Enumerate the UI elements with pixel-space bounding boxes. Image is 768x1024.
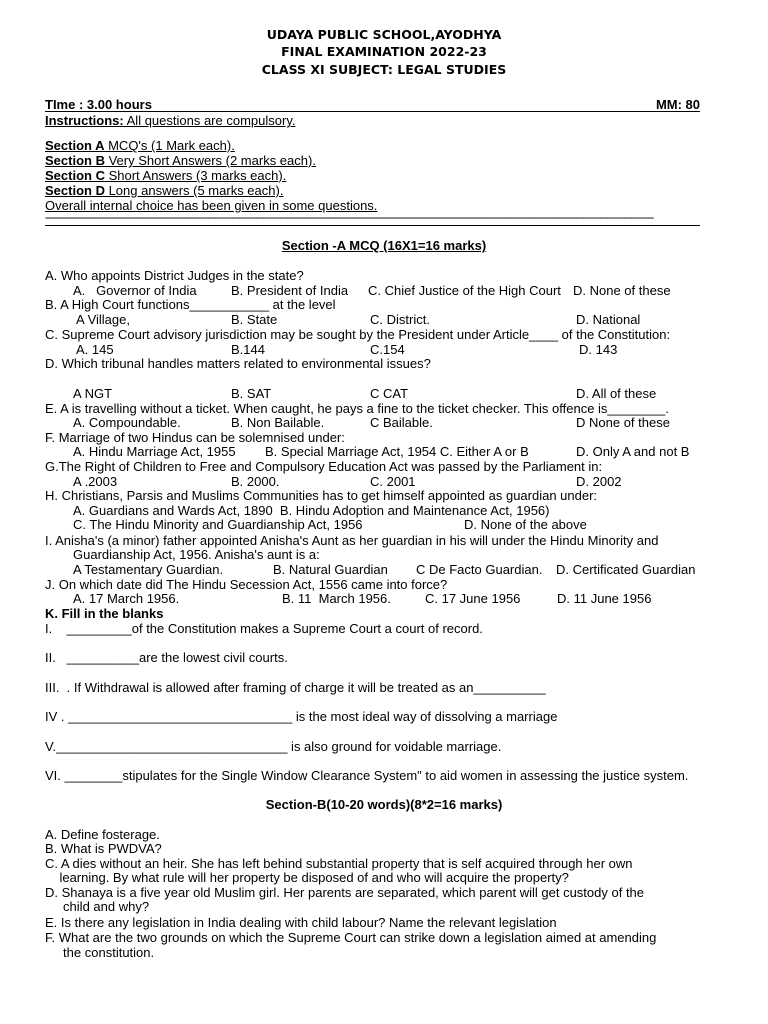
fill-blank-4: IV . _______________________________ is the most ideal way of dissolving a marriage xyxy=(45,709,558,724)
mcq-d-question: D. Which tribunal handles matters related to environmental issues? xyxy=(45,356,431,371)
mcq-i-question: I. Anisha's (a minor) father appointed Anisha's Aunt as her guardian in his will under the Hindu Minority and xyxy=(45,533,659,548)
dashed-divider: ----------------------------------------------------------------------------------------------------------------------------------------------------------------------------------------------------------- xyxy=(45,210,654,224)
mcq-e-opt-b: B. Non Bailable. xyxy=(231,415,325,430)
mcq-a-opt-b: B. President of India xyxy=(231,283,349,298)
mcq-i-opt-c: C De Facto Guardian. xyxy=(416,562,543,577)
mcq-c-question: C. Supreme Court advisory jurisdiction may be sought by the President under Article____ of the Constitution: xyxy=(45,327,671,342)
mcq-i-opt-b: B. Natural Guardian xyxy=(273,562,388,577)
divider-line xyxy=(45,225,700,226)
mcq-c-opt-a: A. 145 xyxy=(76,342,114,357)
class-subject: CLASS XI SUBJECT: LEGAL STUDIES xyxy=(261,62,507,77)
mcq-d-opt-b: B. SAT xyxy=(231,386,272,401)
mcq-j-opt-c: C. 17 June 1956 xyxy=(425,591,521,606)
mcq-g-opt-a: A .2003 xyxy=(73,474,118,489)
fill-blank-6: VI. ________stipulates for the Single Window Clearance System" to aid women in assessing the justice system. xyxy=(45,768,689,783)
fill-blank-1: I. _________of the Constitution makes a Supreme Court a court of record. xyxy=(45,621,483,636)
mcq-i-opt-d: D. Certificated Guardian xyxy=(556,562,696,577)
mcq-j-opt-b: B. 11 March 1956. xyxy=(282,591,391,606)
mcq-b-opt-b: B. State xyxy=(231,312,278,327)
section-b-q-e: E. Is there any legislation in India dealing with child labour? Name the relevant legislation xyxy=(45,915,557,930)
mcq-b-opt-c: C. District. xyxy=(370,312,430,327)
mcq-g-opt-d: D. 2002 xyxy=(576,474,622,489)
mcq-a-question: A. Who appoints District Judges in the state? xyxy=(45,268,304,283)
mcq-a-opt-d: D. None of these xyxy=(573,283,671,298)
max-marks: MM: 80 xyxy=(655,97,700,112)
section-a-title: Section -A MCQ (16X1=16 marks) xyxy=(281,238,487,253)
section-info-a: Section A MCQ's (1 Mark each). xyxy=(45,138,235,153)
section-b-q-c: C. A dies without an heir. She has left behind substantial property that is self acquired through her own xyxy=(45,856,633,871)
mcq-e-opt-c: C Bailable. xyxy=(370,415,433,430)
section-b-q-c-cont: learning. By what rule will her property be disposed of and who will acquire the property? xyxy=(45,870,569,885)
mcq-c-opt-d: D. 143 xyxy=(579,342,618,357)
section-b-q-a: A. Define fosterage. xyxy=(45,827,160,842)
section-info-d: Section D Long answers (5 marks each). xyxy=(45,183,284,198)
fill-blank-5: V.________________________________ is also ground for voidable marriage. xyxy=(45,739,502,754)
mcq-d-opt-c: C CAT xyxy=(370,386,409,401)
mcq-d-opt-d: D. All of these xyxy=(576,386,657,401)
section-info-b: Section B Very Short Answers (2 marks each). xyxy=(45,153,316,168)
section-b-q-b: B. What is PWDVA? xyxy=(45,841,162,856)
mcq-f-opt-d: D. Only A and not B xyxy=(576,444,690,459)
section-b-q-d-cont: child and why? xyxy=(45,899,150,914)
mcq-c-opt-b: B.144 xyxy=(231,342,265,357)
exam-title: FINAL EXAMINATION 2022-23 xyxy=(281,44,487,59)
mcq-i-question-cont: Guardianship Act, 1956. Anisha's aunt is a: xyxy=(73,547,320,562)
time-underline xyxy=(45,111,700,112)
mcq-a-opt-c: C. Chief Justice of the High Court xyxy=(368,283,561,298)
mcq-b-opt-d: D. National xyxy=(576,312,641,327)
fill-blanks-title: K. Fill in the blanks xyxy=(45,606,164,621)
mcq-i-opt-a: A Testamentary Guardian. xyxy=(73,562,224,577)
mcq-d-opt-a: A NGT xyxy=(73,386,113,401)
section-b-q-d: D. Shanaya is a five year old Muslim girl. Her parents are separated, which parent will get custody of the xyxy=(45,885,645,900)
mcq-h-question: H. Christians, Parsis and Muslims Communities has to get himself appointed as guardian under: xyxy=(45,488,598,503)
mcq-j-opt-d: D. 11 June 1956 xyxy=(557,591,652,606)
mcq-a-opt-a: A. Governor of India xyxy=(73,283,197,298)
section-info-c: Section C Short Answers (3 marks each). xyxy=(45,168,287,183)
mcq-f-opt-a: A. Hindu Marriage Act, 1955 xyxy=(73,444,236,459)
instructions: Instructions: All questions are compulsory. xyxy=(45,113,296,128)
choice-note: Overall internal choice has been given in some questions. xyxy=(45,198,378,213)
time-label: TIme : 3.00 hours xyxy=(45,97,152,112)
mcq-g-opt-c: C. 2001 xyxy=(370,474,416,489)
mcq-e-opt-d: D None of these xyxy=(576,415,670,430)
section-b-q-f-cont: the constitution. xyxy=(45,945,155,960)
mcq-e-opt-a: A. Compoundable. xyxy=(73,415,181,430)
mcq-b-question: B. A High Court functions___________ at the level xyxy=(45,297,336,312)
mcq-e-question: E. A is travelling without a ticket. When caught, he pays a fine to the ticket checker. This offence is________. xyxy=(45,401,669,416)
mcq-h-opt-d: D. None of the above xyxy=(464,517,587,532)
mcq-c-opt-c: C.154 xyxy=(370,342,405,357)
mcq-j-question: J. On which date did The Hindu Secession Act, 1556 came into force? xyxy=(45,577,448,592)
fill-blank-3: III. . If Withdrawal is allowed after framing of charge it will be treated as an__________ xyxy=(45,680,546,695)
mcq-f-question: F. Marriage of two Hindus can be solemnised under: xyxy=(45,430,345,445)
mcq-h-opt-c: C. The Hindu Minority and Guardianship Act, 1956 xyxy=(73,517,363,532)
fill-blank-2: II. __________are the lowest civil courts. xyxy=(45,650,288,665)
mcq-h-opt-ab: A. Guardians and Wards Act, 1890 B. Hindu Adoption and Maintenance Act, 1956) xyxy=(73,503,550,518)
section-b-title: Section-B(10-20 words)(8*2=16 marks) xyxy=(265,797,503,812)
mcq-g-question: G.The Right of Children to Free and Compulsory Education Act was passed by the Parliament in: xyxy=(45,459,603,474)
mcq-b-opt-a: A Village, xyxy=(76,312,130,327)
mcq-g-opt-b: B. 2000. xyxy=(231,474,280,489)
section-b-q-f: F. What are the two grounds on which the Supreme Court can strike down a legislation aimed at amending xyxy=(45,930,657,945)
mcq-j-opt-a: A. 17 March 1956. xyxy=(73,591,180,606)
mcq-f-opt-bc: B. Special Marriage Act, 1954 C. Either A or B xyxy=(265,444,529,459)
school-name: UDAYA PUBLIC SCHOOL,AYODHYA xyxy=(266,27,502,42)
